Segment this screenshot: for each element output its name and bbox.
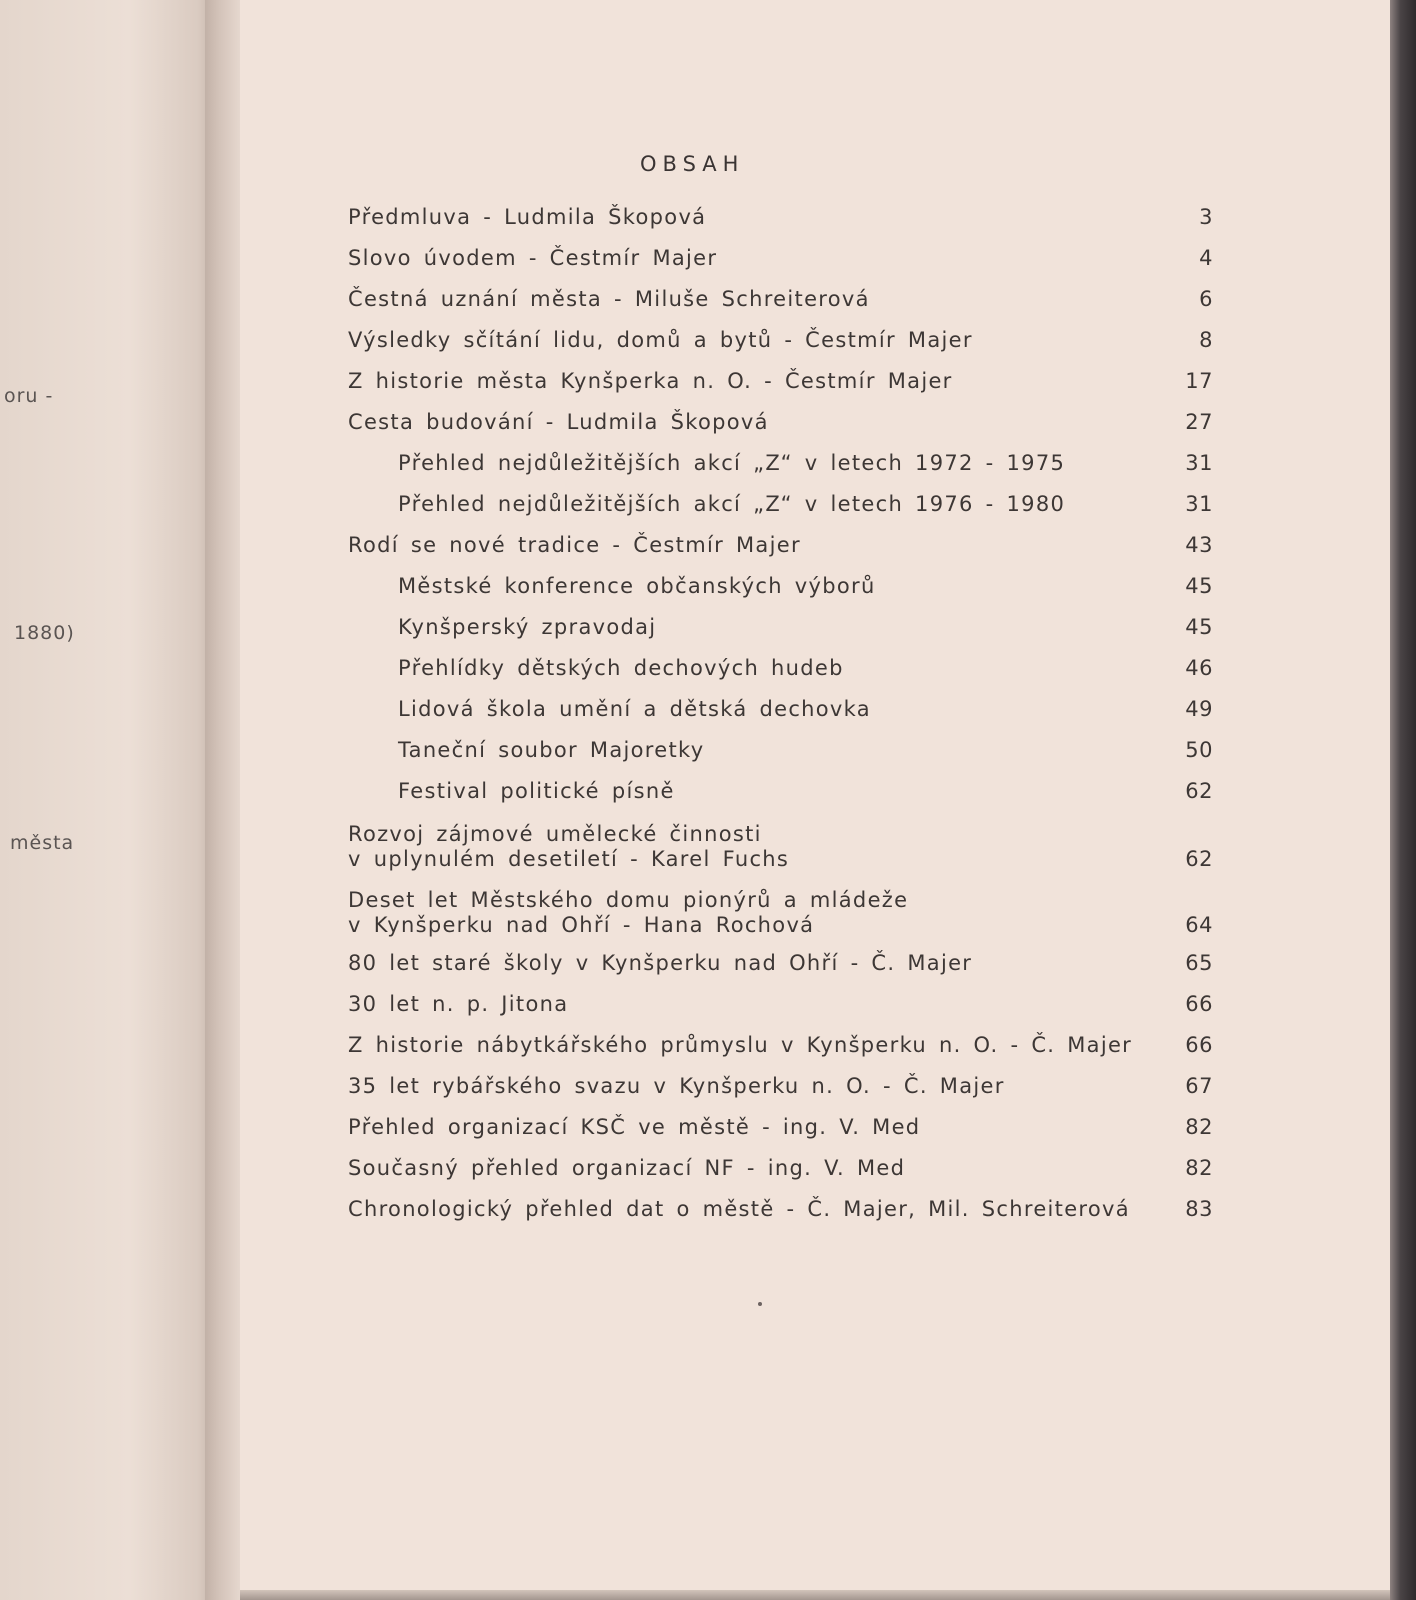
toc-entry xyxy=(398,656,1213,681)
toc-entry xyxy=(398,738,1213,763)
paper-speck xyxy=(758,1302,762,1306)
toc-entry xyxy=(348,1074,1213,1099)
toc-entry xyxy=(398,574,1213,599)
toc-entry xyxy=(348,822,1213,872)
toc-page-number: 49 xyxy=(1185,697,1213,721)
toc-entry-title: Výsledky sčítání lidu, domů a bytů - Čestmír Majer xyxy=(348,328,973,352)
toc-entry-title: Městské konference občanských výborů xyxy=(398,574,876,598)
toc-entry xyxy=(398,492,1213,517)
toc-page-number: 67 xyxy=(1185,1074,1213,1098)
toc-entry-title: Z historie města Kynšperka n. O. - Čestmír Majer xyxy=(348,369,953,393)
toc-entry xyxy=(348,992,1213,1017)
toc-entry-title: Kynšperský zpravodaj xyxy=(398,615,657,639)
toc-entry-title: Rodí se nové tradice - Čestmír Majer xyxy=(348,533,801,557)
toc-entry xyxy=(348,1197,1213,1222)
toc-entry-title: Přehled organizací KSČ ve městě - ing. V. Med xyxy=(348,1115,921,1139)
toc-page-number: 27 xyxy=(1185,410,1213,434)
toc-entry-title: Slovo úvodem - Čestmír Majer xyxy=(348,246,718,270)
toc-entry xyxy=(348,369,1213,394)
toc-page-number: 62 xyxy=(1185,779,1213,803)
toc-page-number: 31 xyxy=(1185,492,1213,516)
toc-entry-title: Chronologický přehled dat o městě - Č. Majer, Mil. Schreiterová xyxy=(348,1197,1130,1221)
toc-page-number: 8 xyxy=(1199,328,1213,352)
toc-entry xyxy=(398,615,1213,640)
toc-entry-title: 30 let n. p. Jitona xyxy=(348,992,569,1016)
toc-page-number: 31 xyxy=(1185,451,1213,475)
toc-page-number: 45 xyxy=(1185,574,1213,598)
toc-page-number: 4 xyxy=(1199,246,1213,270)
toc-entry xyxy=(348,888,1213,938)
toc-page-number: 3 xyxy=(1199,205,1213,229)
page-fragment: 1880) xyxy=(14,622,75,644)
toc-entry-title: Z historie nábytkářského průmyslu v Kynšperku n. O. - Č. Majer xyxy=(348,1033,1133,1057)
toc-entry-title: Čestná uznání města - Miluše Schreiterová xyxy=(348,287,870,311)
toc-entry xyxy=(348,1033,1213,1058)
toc-page-number: 66 xyxy=(1185,1033,1213,1057)
toc-entry xyxy=(348,205,1213,230)
toc-entry xyxy=(348,328,1213,353)
toc-page-number: 62 xyxy=(1185,847,1213,871)
toc-entry-title: v Kynšperku nad Ohří - Hana Rochová xyxy=(348,913,815,937)
toc-page-number: 82 xyxy=(1185,1115,1213,1139)
toc-entry xyxy=(398,451,1213,476)
toc-entry-title: Rozvoj zájmové umělecké činnosti xyxy=(348,822,762,846)
toc-entry-title: v uplynulém desetiletí - Karel Fuchs xyxy=(348,847,790,871)
toc-entry xyxy=(348,410,1213,435)
toc-entry xyxy=(348,951,1213,976)
toc-entry-title: 35 let rybářského svazu v Kynšperku n. O. - Č. Majer xyxy=(348,1074,1005,1098)
toc-entry-title: Přehled nejdůležitějších akcí „Z“ v letech 1976 - 1980 xyxy=(398,492,1066,516)
toc-entry-title: Přehlídky dětských dechových hudeb xyxy=(398,656,844,680)
toc-entry-title: Festival politické písně xyxy=(398,779,675,803)
toc-page-number: 66 xyxy=(1185,992,1213,1016)
toc-entry-title: 80 let staré školy v Kynšperku nad Ohří - Č. Majer xyxy=(348,951,973,975)
toc-entry-title: Předmluva - Ludmila Škopová xyxy=(348,205,707,229)
toc-page-number: 64 xyxy=(1185,913,1213,937)
toc-entry xyxy=(348,287,1213,312)
toc-entry-title: Taneční soubor Majoretky xyxy=(398,738,705,762)
toc-page-number: 50 xyxy=(1185,738,1213,762)
toc-page-number: 17 xyxy=(1185,369,1213,393)
toc-entry xyxy=(348,246,1213,271)
toc-entry xyxy=(398,697,1213,722)
toc-entry-title: Přehled nejdůležitějších akcí „Z“ v letech 1972 - 1975 xyxy=(398,451,1066,475)
page-fragment: oru - xyxy=(4,385,54,407)
toc-page-number: 46 xyxy=(1185,656,1213,680)
page-bottom-edge xyxy=(240,1590,1390,1600)
toc-entry xyxy=(398,779,1213,804)
toc-page-number: 45 xyxy=(1185,615,1213,639)
toc-entry-title: Současný přehled organizací NF - ing. V. Med xyxy=(348,1156,906,1180)
toc-entry-title: Cesta budování - Ludmila Škopová xyxy=(348,410,769,434)
toc-page-number: 43 xyxy=(1185,533,1213,557)
toc-entry xyxy=(348,1156,1213,1181)
book-edge xyxy=(1390,0,1416,1600)
toc-page-number: 65 xyxy=(1185,951,1213,975)
book-gutter xyxy=(205,0,245,1600)
previous-page xyxy=(0,0,215,1600)
page-title: OBSAH xyxy=(640,152,745,176)
toc-page-number: 6 xyxy=(1199,287,1213,311)
toc-entry xyxy=(348,1115,1213,1140)
page-fragment: města xyxy=(10,832,75,854)
toc-page-number: 82 xyxy=(1185,1156,1213,1180)
toc-entry-title: Deset let Městského domu pionýrů a mládeže xyxy=(348,888,909,912)
toc-entry-title: Lidová škola umění a dětská dechovka xyxy=(398,697,871,721)
toc-page-number: 83 xyxy=(1185,1197,1213,1221)
toc-entry xyxy=(348,533,1213,558)
